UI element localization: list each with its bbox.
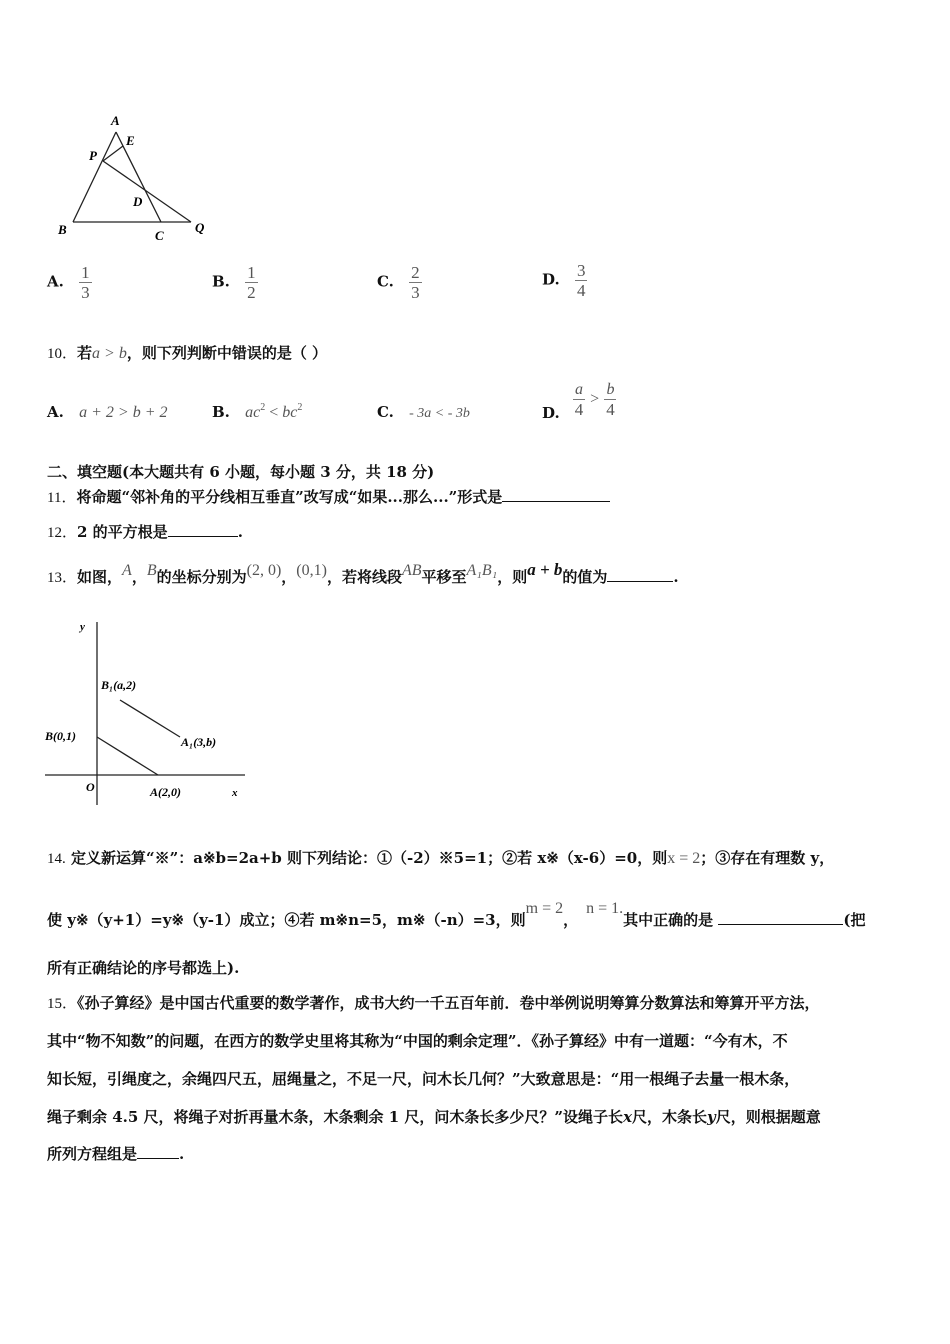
- text: ，则下列判断中错误的是（ ）: [126, 344, 328, 362]
- denominator: 4: [574, 400, 584, 419]
- label-q: Q: [195, 220, 205, 235]
- math-b: B: [146, 562, 157, 579]
- math-expr: a + b: [527, 560, 563, 579]
- text: .: [673, 568, 679, 586]
- option-label: C.: [377, 403, 394, 421]
- option-label: B.: [212, 272, 230, 291]
- question-number: 12．: [47, 525, 78, 541]
- q10-option-b[interactable]: [212, 403, 302, 422]
- denominator: 2: [247, 283, 256, 302]
- label-d: D: [133, 194, 143, 209]
- q10-option-d[interactable]: [542, 380, 616, 422]
- q12: [47, 522, 243, 543]
- text: (把: [843, 911, 866, 929]
- numerator: b: [606, 381, 615, 398]
- q15-line-5: [47, 1144, 184, 1164]
- denominator: 4: [576, 281, 586, 300]
- answer-blank[interactable]: [607, 567, 673, 582]
- b1-label: B₁(a,2): [101, 678, 137, 692]
- answer-blank[interactable]: [718, 910, 843, 925]
- b-label: B(0,1): [45, 729, 76, 743]
- q15-line-3: 知长短，引绳度之，余绳四尺五，屈绳量之，不足一尺，问木长几何？”大致意思是：“用一根绳子去量一根木条，: [47, 1070, 800, 1088]
- option-math: - 3a < - 3b: [409, 406, 470, 421]
- text: 定义新运算“※”：a※b=2a+b 则下列结论：①（-2）※5=1；②若 x※（x-6）=0，则: [70, 849, 668, 867]
- text: 平移至: [421, 568, 467, 586]
- question-number: 14.: [47, 851, 66, 867]
- a-label: A(2,0): [150, 785, 181, 799]
- question-text: 2 的平方根是: [77, 523, 168, 541]
- text: 尺，则根据题意: [715, 1108, 821, 1126]
- q10-option-c[interactable]: [377, 403, 470, 422]
- question-number: 15．: [47, 996, 78, 1012]
- text: ，则: [497, 568, 528, 586]
- segment-pq: [103, 161, 191, 222]
- question-text: 将命题“邻补角的平分线相互垂直”改写成“如果...那么...”形式是: [76, 488, 503, 506]
- question-number: 13．: [47, 570, 78, 586]
- answer-blank[interactable]: [137, 1144, 179, 1159]
- operator: >: [590, 390, 600, 408]
- answer-blank[interactable]: [168, 522, 238, 537]
- denominator: 4: [606, 400, 615, 419]
- text: 《孙子算经》是中国古代重要的数学著作，成书大约一千五百年前．卷中举例说明筹算分数算法和筹算开平方法，: [77, 994, 820, 1012]
- text: ，: [563, 911, 579, 929]
- text: ，: [281, 568, 297, 586]
- segment-ab: [73, 132, 116, 222]
- math-y: y: [707, 1108, 716, 1126]
- option-label: C.: [377, 272, 394, 291]
- numerator: 3: [576, 261, 586, 280]
- exponent: 2: [260, 402, 266, 413]
- option-math: bc: [282, 404, 298, 421]
- q9-option-c[interactable]: [377, 263, 422, 302]
- origin-label: O: [86, 780, 95, 794]
- math-segment: A₁B₁: [466, 562, 498, 579]
- text: .: [179, 1145, 185, 1163]
- math-condition: a > b: [92, 345, 127, 362]
- section-heading: 二、填空题(本大题共有 6 小题，每小题 3 分，共 18 分): [47, 463, 435, 481]
- text: 的值为: [562, 568, 608, 586]
- q14-line-3: 所有正确结论的序号都选上).: [47, 959, 240, 977]
- text: 若: [77, 344, 93, 362]
- math-segment: AB: [401, 562, 422, 579]
- text: 的坐标分别为: [156, 568, 247, 586]
- label-p: P: [89, 148, 97, 163]
- segment-ab: [97, 737, 158, 775]
- option-label: D.: [542, 270, 560, 289]
- label-b: B: [58, 222, 67, 237]
- option-label: A.: [47, 403, 64, 421]
- text: ，: [131, 568, 147, 586]
- numerator: 2: [411, 263, 420, 282]
- option-label: B.: [212, 403, 230, 421]
- option-math: ac: [245, 404, 261, 421]
- q10-stem: [47, 343, 327, 364]
- q10-option-a[interactable]: [47, 403, 168, 422]
- y-axis-label: y: [80, 621, 85, 633]
- q15-line-2: 其中“物不知数”的问题，在西方的数学史里将其称为“中国的剩余定理”．《孙子算经》中有一道题：“今有木，不: [47, 1032, 788, 1050]
- numerator: 1: [81, 263, 90, 282]
- q14-line-2: [47, 900, 866, 931]
- math-coord: (0,1): [296, 562, 327, 579]
- operator: <: [265, 404, 283, 421]
- option-label: D.: [542, 403, 560, 422]
- math-expr: n = 1.: [586, 900, 624, 917]
- answer-blank[interactable]: [502, 487, 610, 502]
- coordinate-graph: [40, 610, 255, 810]
- math-x: x: [623, 1108, 633, 1126]
- math-expr: m = 2: [525, 900, 564, 917]
- numerator: a: [574, 381, 583, 398]
- option-math: a + 2 > b + 2: [79, 404, 168, 421]
- denominator: 3: [81, 283, 90, 302]
- text: 绳子剩余 4.5 尺，将绳子对折再量木条，木条剩余 1 尺，问木条长多少尺？”设绳子长: [47, 1108, 624, 1126]
- label-c: C: [155, 228, 164, 243]
- triangle-figure: [50, 105, 250, 245]
- question-number: 11．: [47, 490, 77, 506]
- text: 使 y※（y+1）=y※（y-1）成立；④若 m※n=5，m※（-n）=3，则: [47, 911, 526, 929]
- math-expr: x = 2: [667, 850, 701, 867]
- math-coord: (2, 0): [246, 562, 282, 579]
- label-a: A: [111, 113, 120, 128]
- math-a: A: [122, 562, 132, 579]
- label-e: E: [126, 133, 135, 148]
- text: 其中正确的是: [623, 911, 714, 929]
- option-label: A.: [47, 272, 64, 291]
- q9-option-b[interactable]: [212, 263, 258, 302]
- text: 如图，: [77, 568, 123, 586]
- x-axis-label: x: [232, 787, 238, 799]
- denominator: 3: [411, 283, 420, 302]
- a1-label: A₁(3,b): [181, 735, 217, 749]
- text: 尺，木条长: [632, 1108, 708, 1126]
- numerator: 1: [247, 263, 256, 282]
- exponent: 2: [297, 402, 303, 413]
- q14-line-1: [47, 848, 834, 869]
- question-number: 10．: [47, 346, 78, 362]
- q13: [47, 560, 679, 588]
- q11: [47, 487, 610, 508]
- segment-a1b1: [120, 700, 180, 737]
- text: ；③存在有理数 y，: [700, 849, 835, 867]
- text: ，若将线段: [326, 568, 402, 586]
- q9-option-a[interactable]: [47, 263, 92, 302]
- text: .: [237, 523, 243, 541]
- text: 所列方程组是: [47, 1145, 138, 1163]
- q15-line-4: [47, 1107, 821, 1127]
- q15-line-1: [47, 993, 820, 1014]
- q9-option-d[interactable]: [542, 261, 587, 300]
